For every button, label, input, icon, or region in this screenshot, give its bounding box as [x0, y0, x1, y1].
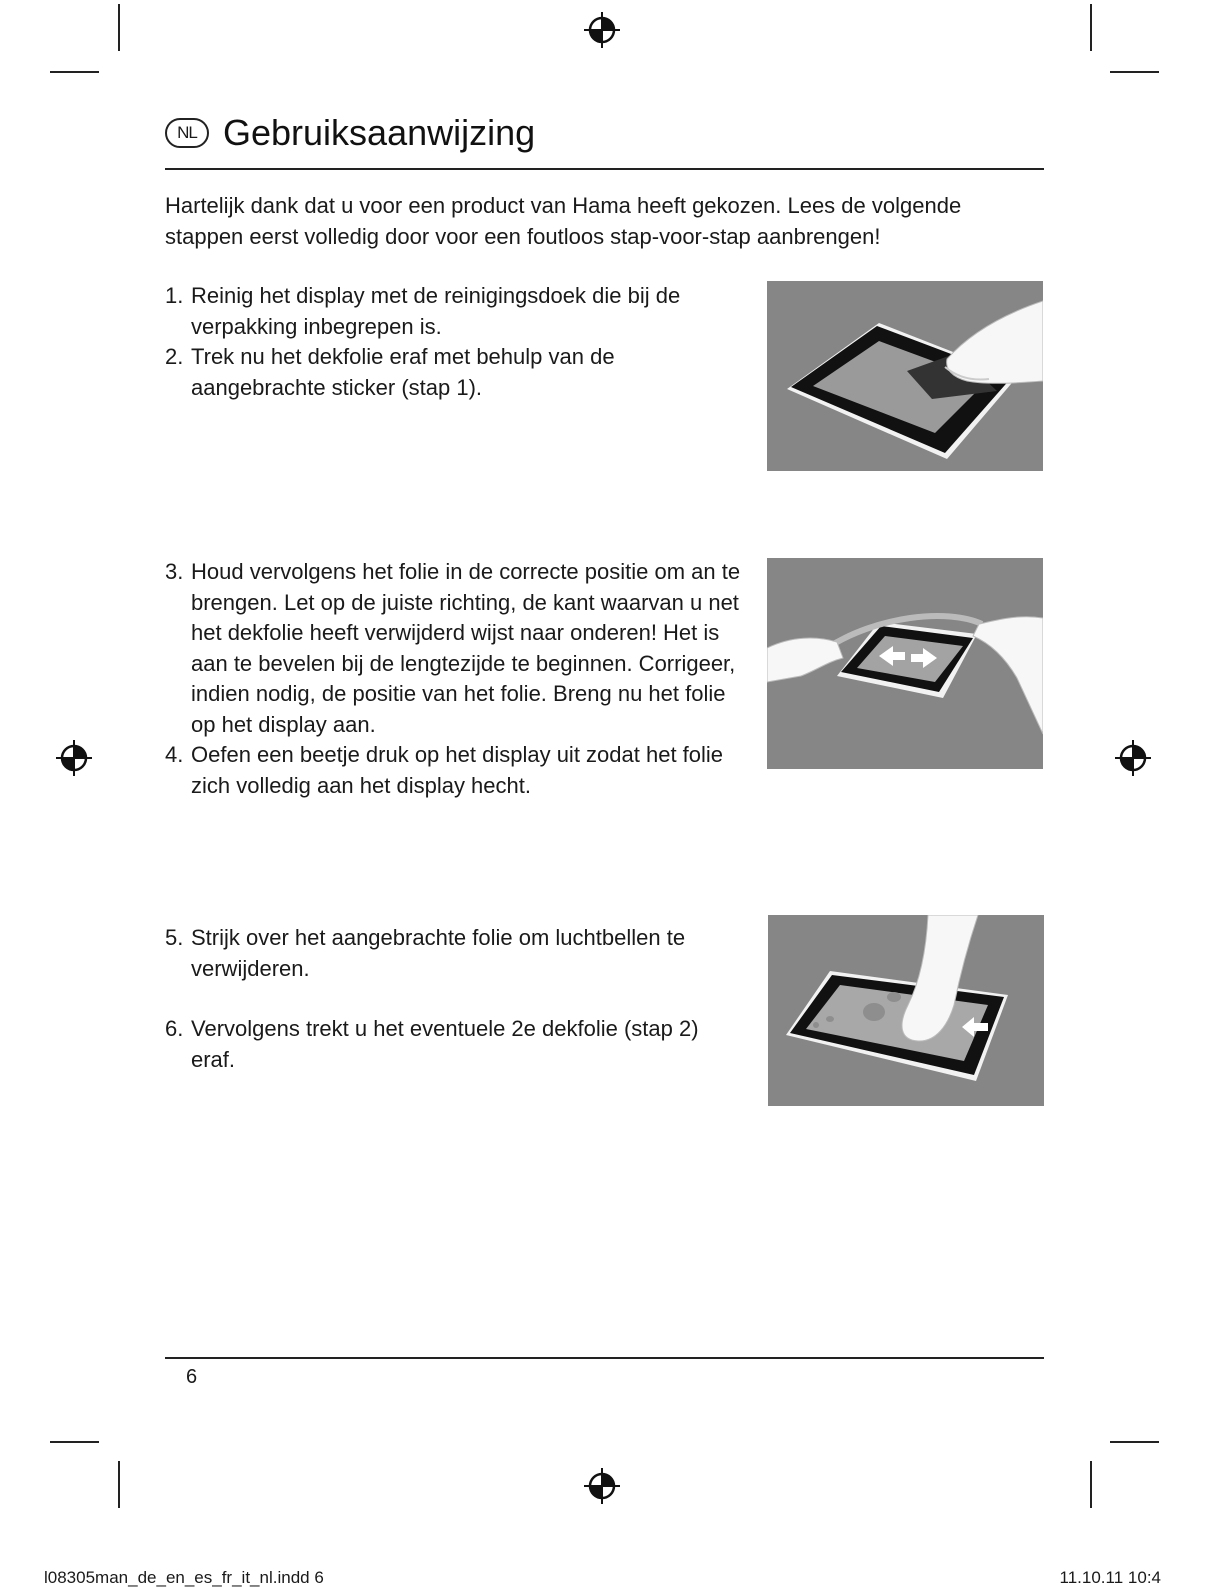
- crop-mark: [50, 1441, 99, 1443]
- slug-file: l08305man_de_en_es_fr_it_nl.indd 6: [44, 1568, 324, 1587]
- step-number: 6.: [165, 1016, 184, 1041]
- footer-divider: [165, 1357, 1044, 1359]
- registration-mark-icon: [582, 1466, 622, 1506]
- header-divider: [165, 168, 1044, 170]
- step-text: Trek nu het dekfolie eraf met behulp van de aangebrachte sticker (stap 1).: [191, 344, 615, 400]
- steps-group-1: [165, 281, 750, 403]
- step-item: [165, 923, 725, 984]
- registration-mark-icon: [582, 10, 622, 50]
- slug-date: 11.10.11 10:4: [1059, 1568, 1161, 1587]
- crop-mark: [1090, 1461, 1092, 1508]
- language-badge: NL: [165, 118, 209, 148]
- crop-mark: [1110, 1441, 1159, 1443]
- intro-paragraph: Hartelijk dank dat u voor een product van Hama heeft gekozen. Lees de volgende stappen eerst volledig door voor een foutloos stap-voor-stap aanbrengen!: [165, 193, 962, 249]
- steps-group-3: [165, 923, 725, 1075]
- registration-mark-icon: [1113, 738, 1153, 778]
- crop-mark: [50, 71, 99, 73]
- step-number: 5.: [165, 925, 184, 950]
- step-item: [165, 1014, 725, 1075]
- step-text: Houd vervolgens het folie in de correcte positie om an te brengen. Let op de juiste richting, de kant waarvan u net het dekfolie heeft verwijderd wijst naar onderen! Het is aan te bevelen bij de lengtezijde te beginnen. Corrigeer, indien nodig, de positie van het folie. Breng nu het folie op het display aan.: [191, 559, 741, 737]
- page-title: Gebruiksaanwijzing: [223, 112, 536, 153]
- crop-mark: [118, 1461, 120, 1508]
- page-header: [165, 112, 535, 154]
- crop-mark: [1110, 71, 1159, 73]
- step-item: [165, 342, 750, 403]
- illustration-smooth-bubbles: [768, 915, 1044, 1106]
- illustration-peel-film: [767, 281, 1043, 471]
- illustration-position-film: [767, 558, 1043, 769]
- step-item: [165, 740, 755, 801]
- step-text: Oefen een beetje druk op het display uit zodat het folie zich volledig aan het display hecht.: [191, 742, 724, 798]
- crop-mark: [118, 4, 120, 51]
- step-item: [165, 281, 750, 342]
- step-item: [165, 557, 755, 740]
- step-number: 2.: [165, 344, 184, 369]
- steps-group-2: [165, 557, 755, 801]
- crop-mark: [1090, 4, 1092, 51]
- step-text: Reinig het display met de reinigingsdoek die bij de verpakking inbegrepen is.: [191, 283, 681, 339]
- step-text: Vervolgens trekt u het eventuele 2e dekfolie (stap 2) eraf.: [191, 1016, 699, 1072]
- step-number: 3.: [165, 559, 184, 584]
- registration-mark-icon: [54, 738, 94, 778]
- step-number: 4.: [165, 742, 184, 767]
- step-number: 1.: [165, 283, 184, 308]
- page-number: 6: [186, 1366, 198, 1388]
- step-text: Strijk over het aangebrachte folie om luchtbellen te verwijderen.: [191, 925, 686, 981]
